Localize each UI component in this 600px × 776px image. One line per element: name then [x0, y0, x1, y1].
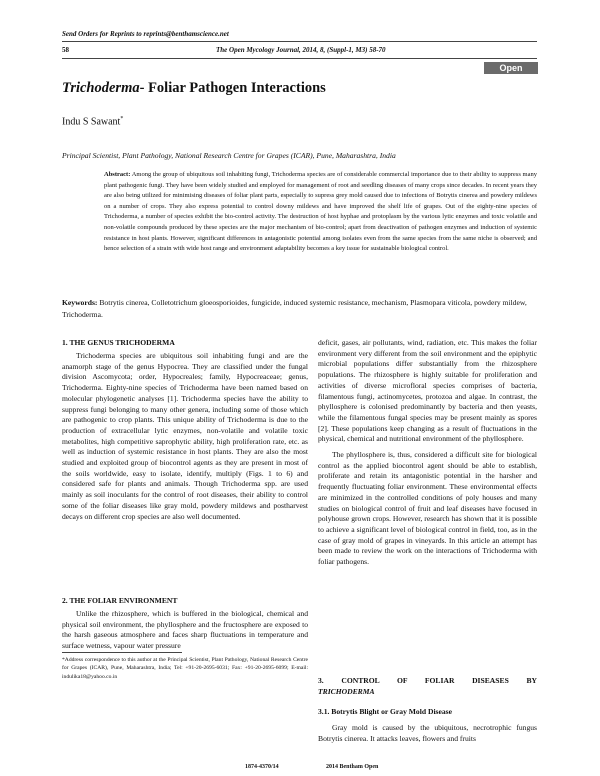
right-column	[318, 338, 537, 568]
author-mark: *	[120, 116, 124, 122]
header-rule-2	[62, 58, 537, 59]
abstract-text: Among the group of ubiquitous soil inhabiting fungi, Trichoderma species are of considerable commercial importance due to their ability to suppress many plant pathogenic fungi. They have been widely studied and employed for management of root and seedling diseases of many crops since decades. In recent years they are also being utilized for minimising diseases of foliar plant parts, especially to supress grey mold caused due to infections of Botrytis cinerea and powdery mildews on a number of crops. They also express potential to control downy mildews and have improved the shelf life of grapes. Out of the eighty-nine species of Trichoderma, a number of species exhibit the bio-control activity. The destruction of host hyphae and protoplasm by the various lytic enzymes and toxic volatile and non-volatile compounds produced by these species are the major mechanism of bio-control; apart from deactivation of pathogen enzymes and induction of systemic resistance in host plants. However, significant differences in antagonistic potential among isolates even from the same species from the same niche is observed; and hence selection of a strain with wide host range and environment adaptability becomes a key issue for sustainable biological control.	[104, 171, 537, 253]
keywords-text: Botrytis cinerea, Colletotrichum gloeosporioides, fungicide, induced systemic resistance, mechanism, Plasmopara viticola, powdery mildew, Trichoderma.	[62, 298, 527, 319]
article-title	[62, 80, 326, 97]
author-name: Indu S Sawant	[62, 116, 121, 128]
section-3-1-text	[318, 723, 537, 744]
title-genus: Trichoderma	[62, 80, 140, 96]
open-access-badge: Open Access	[484, 62, 538, 74]
section-3-heading-line2: TRICHODERMA	[318, 687, 375, 696]
right-paragraph-1: deficit, gases, air pollutants, wind, radiation, etc. This makes the foliar environment very different from the soil environment and the epiphytic microbial populations differ substantially from the rhizosphere populations. The rhizosphere is highly suitable for proliferation and activities of diverse microfloral species comprises of bacteria, filamentous fungi, actinomycetes, protozoa and algae. In contrast, the phyllosphere is colonised predominantly by bacteria and then yeasts, while the filamentous fungal species may be present mainly as spores [2]. These populations keep changing as a result of fluctuations in the physical, chemical and nutritional environment of the phyllosphere.	[318, 338, 537, 444]
correspondence-footnote: *Address correspondence to this author at the Principal Scientist, Plant Pathology, National Research Centre for Grapes (ICAR), Pune, Maharashtra, India; Tel: +91-20-2695-6031; Fax: +91-20-2695-6099; E-mail: indulika18@yahoo.co.in	[62, 657, 308, 680]
abstract	[104, 170, 537, 255]
header-rule	[62, 41, 537, 42]
title-rest: - Foliar Pathogen Interactions	[139, 80, 326, 96]
keywords-label: Keywords:	[62, 298, 98, 307]
publisher-line: 2014 Bentham Open	[326, 764, 379, 770]
footnote-rule	[62, 652, 182, 653]
section-3-1-paragraph: Gray mold is caused by the ubiquitous, necrotrophic fungus Botrytis cinerea. It attacks leaves, flowers and fruits	[318, 723, 537, 743]
affiliation: Principal Scientist, Plant Pathology, National Research Centre for Grapes (ICAR), Pune, Maharashtra, India	[62, 151, 396, 160]
keywords	[62, 297, 537, 320]
abstract-label: Abstract:	[104, 171, 131, 178]
left-column-s2	[62, 609, 308, 652]
right-paragraph-2: The phyllosphere is, thus, considered a difficult site for biological control as the applied biocontrol agent should be able to establish, proliferate and retain its antagonistic potential in the harsher and frequently fluctuating foliar environment. These environmental effects are minimized in the controlled conditions of poly houses and many studies on biological control of fruit and leaf diseases have focused in polyhouse grown crops. However, research has shown that it is possible to achieve a significant level of biological control in field, too, as in the case of gray mold of grapes in vineyards. In this article an attempt has been made to review the work on the interactions of Trichoderma with foliar pathogens.	[318, 450, 537, 567]
issn: 1874-4370/14	[245, 764, 279, 770]
section-2-heading: 2. THE FOLIAR ENVIRONMENT	[62, 596, 178, 605]
section-3-1-heading: 3.1. Botrytis Blight or Gray Mold Disease	[318, 707, 453, 716]
section-3-heading-line1: 3. CONTROL OF FOLIAR DISEASES BY	[318, 676, 537, 685]
left-column-s1	[62, 351, 308, 522]
journal-citation: The Open Mycology Journal, 2014, 8, (Suppl-1, M3) 58-70	[216, 46, 386, 54]
page-number: 58	[62, 46, 69, 54]
section-1-heading: 1. THE GENUS TRICHODERMA	[62, 338, 175, 347]
author-line	[62, 116, 123, 127]
section-1-paragraph: Trichoderma species are ubiquitous soil inhabiting fungi and are the anamorph stage of the genus Hypocrea. They are classified under the fungal division Ascomycota; order, Hypocreales; family, Hypocreaceae; genus, Trichoderma. Eighty-nine species of Trichoderma have been named based on molecular phylogenetic analyses [1]. Trichoderma species have the ability to suppress fungi belonging to many other genera, including some of those which are pathogenic to crop plants. This unique ability of Trichoderma is due to the production of extracellular lytic enzymes, non-volatile and volatile toxic metabolites, high competitive saprophytic ability, high proliferation rate, etc. as well as induction of systemic resistance in host plants. They are also the most studied and exploited group of biocontrol agents as they are present in most of the soils worldwide, easy to isolate, identify, multiply (Figs. 1 to 6) and considered safe for plants and animals. Though Trichoderma spp. are used mainly as soil inoculants for the control of root diseases, their ability to control some of the foliar diseases like gray mold, powdery mildews and postharvest decays on different crop species are also well documented.	[62, 351, 308, 521]
section-2-paragraph: Unlike the rhizosphere, which is buffered in the biological, chemical and physical soil environment, the phyllosphere and the fructosphere are exposed to the harsh gaseous atmosphere and faces sharp fluctuations in temperature and surface wetness, vapour water pressure	[62, 609, 308, 651]
reprint-notice: Send Orders for Reprints to reprints@benthamscience.net	[62, 30, 229, 38]
